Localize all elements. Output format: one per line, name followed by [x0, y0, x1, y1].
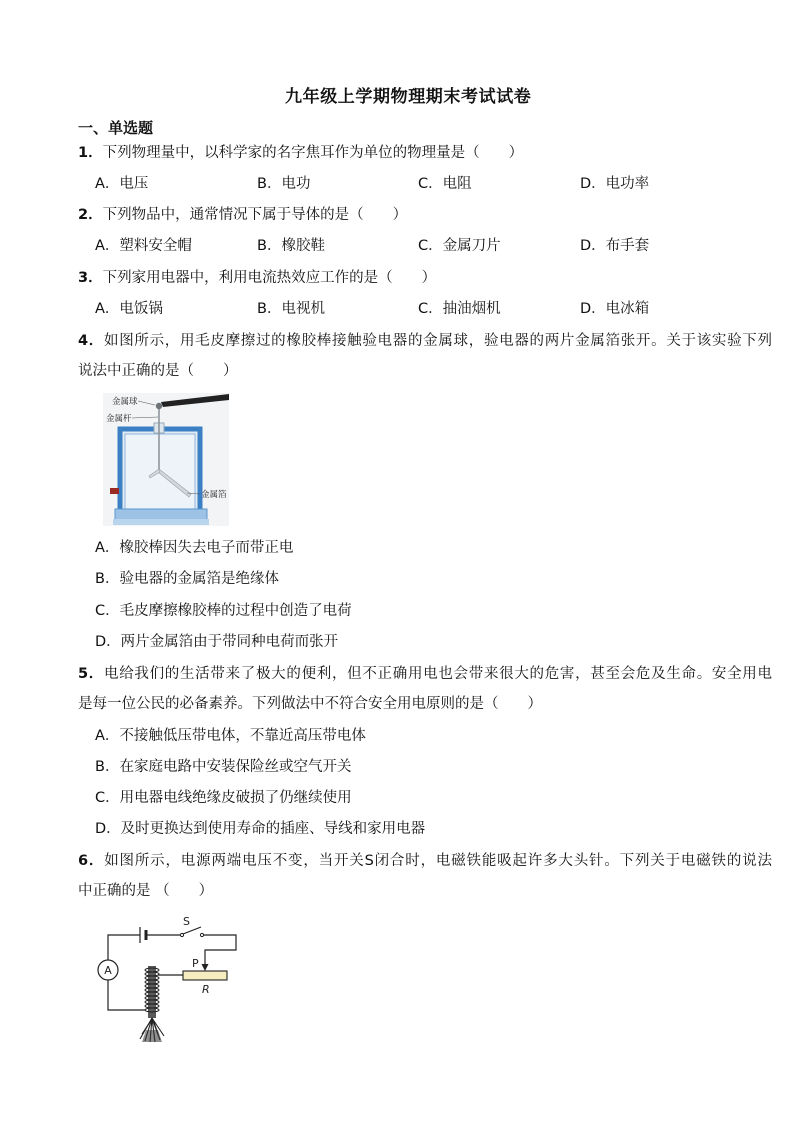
rheostat	[183, 971, 227, 980]
question-number: 5．	[78, 666, 104, 682]
question-3-option-c: C．抽油烟机	[418, 301, 501, 317]
question-5-option-c: C．用电器电线绝缘皮破损了仍继续使用	[95, 790, 352, 806]
stem-text: 下列物理量中，以科学家的名字焦耳作为单位的物理量是（ ）	[102, 145, 524, 161]
question-1-stem	[78, 144, 523, 162]
question-4-option-a: A．橡胶棒因失去电子而带正电	[95, 540, 294, 556]
switch-lever	[183, 927, 201, 934]
switch-contact	[200, 933, 203, 936]
question-2-option-b: B．橡胶鞋	[257, 238, 325, 254]
question-3-option-d: D．电冰箱	[580, 301, 650, 317]
question-1-option-a: A．电压	[95, 176, 149, 192]
question-number: 3．	[78, 270, 103, 286]
question-4-option-c: C．毛皮摩擦橡胶棒的过程中创造了电荷	[95, 603, 352, 619]
wire-ammeter-to-coil	[108, 980, 145, 1010]
question-4-stem-line-2: 说法中正确的是（ ）	[78, 363, 238, 379]
label-metal-ball: 金属球	[112, 397, 138, 407]
question-5-option-b: B．在家庭电路中安装保险丝或空气开关	[95, 759, 352, 775]
question-4-option-b: B．验电器的金属箔是绝缘体	[95, 571, 279, 587]
pins-shadow	[142, 1030, 162, 1042]
stem-text: 电给我们的生活带来了极大的便利，但不正确用电也会带来很大的危害，甚至会危及生命。安全用电	[104, 666, 772, 682]
electroscope-base-bottom	[113, 519, 209, 525]
question-3-stem	[78, 269, 436, 287]
question-number: 2．	[78, 207, 103, 223]
question-5-stem-line-2: 是每一位公民的必备素养。下列做法中不符合安全用电原则的是（ ）	[78, 696, 542, 712]
label-switch: S	[183, 915, 190, 928]
stem-text: 下列家用电器中，利用电流热效应工作的是（ ）	[102, 270, 437, 286]
question-3-option-a: A．电饭锅	[95, 301, 163, 317]
question-number: 1．	[78, 145, 103, 161]
label-metal-leaf: 金属箔	[201, 490, 227, 500]
question-2-option-c: C．金属刀片	[418, 238, 501, 254]
question-6-stem-line-1	[78, 852, 772, 870]
question-number: 6．	[78, 853, 105, 869]
electroscope-base	[115, 509, 207, 520]
label-metal-rod: 金属杆	[106, 414, 132, 424]
label-ammeter: A	[104, 964, 112, 977]
question-5-option-d: D．及时更换达到使用寿命的插座、导线和家用电器	[95, 821, 426, 837]
exam-title: 九年级上学期物理期末考试试卷	[285, 87, 532, 107]
section-heading: 一、单选题	[78, 119, 154, 137]
question-1-option-b: B．电功	[257, 176, 311, 192]
stem-text: 如图所示，用毛皮摩擦过的橡胶棒接触验电器的金属球，验电器的两片金属箔张开。关于该实验下列	[104, 333, 772, 349]
question-1-option-d: D．电功率	[580, 176, 650, 192]
question-4-stem-line-1	[78, 332, 772, 350]
label-slider: P	[192, 957, 199, 970]
question-2-option-a: A．塑料安全帽	[95, 238, 192, 254]
slider-arrowhead	[202, 964, 209, 971]
stem-text: 下列物品中，通常情况下属于导体的是（ ）	[102, 207, 408, 223]
question-2-stem	[78, 206, 407, 224]
wire-top-left	[108, 935, 140, 960]
question-3-option-b: B．电视机	[257, 301, 325, 317]
question-number: 4．	[78, 333, 104, 349]
stem-text: 如图所示，电源两端电压不变，当开关S闭合时，电磁铁能吸起许多大头针。下列关于电磁铁的说法	[104, 853, 772, 869]
question-6-stem-line-2: 中正确的是 （ ）	[78, 883, 214, 899]
question-1-option-c: C．电阻	[418, 176, 472, 192]
wire-switch-to-slider	[202, 935, 236, 965]
label-resistor: R	[202, 983, 210, 996]
question-2-option-d: D．布手套	[580, 238, 650, 254]
question-4-option-d: D．两片金属箔由于带同种电荷而张开	[95, 634, 339, 650]
question-5-stem-line-1	[78, 665, 772, 683]
question-5-option-a: A．不接触低压带电体，不靠近高压带电体	[95, 728, 366, 744]
side-knob	[110, 488, 119, 494]
electromagnet-circuit-figure	[90, 912, 245, 1045]
metal-ball	[156, 403, 162, 409]
electroscope-figure	[103, 393, 229, 526]
